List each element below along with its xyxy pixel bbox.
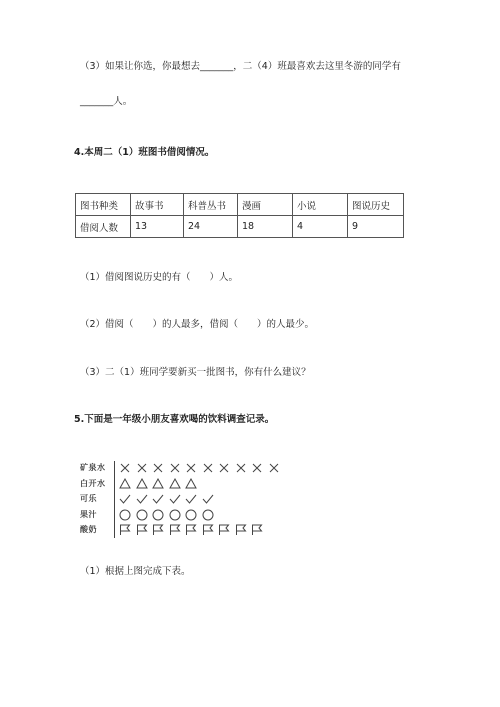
pictograph-row bbox=[80, 461, 300, 475]
circle-icon bbox=[118, 508, 132, 522]
flag-icon bbox=[168, 523, 182, 537]
cross-icon bbox=[250, 461, 264, 475]
flag-icon bbox=[135, 523, 149, 537]
cross-icon bbox=[217, 461, 231, 475]
pictograph-row bbox=[80, 523, 300, 537]
table-cell: 科普丛书 bbox=[184, 194, 238, 216]
triangle-icon bbox=[118, 477, 132, 491]
table-cell: 漫画 bbox=[238, 194, 293, 216]
circle-icon bbox=[135, 508, 149, 522]
flag-icon bbox=[151, 523, 165, 537]
table-cell: 故事书 bbox=[131, 194, 184, 216]
table-cell: 小说 bbox=[293, 194, 348, 216]
question-4-2: （2）借阅（ ）的人最多，借阅（ ）的人最少。 bbox=[80, 319, 315, 330]
cross-icon bbox=[135, 461, 149, 475]
table-cell: 图书种类 bbox=[76, 194, 131, 216]
table-row bbox=[76, 216, 404, 238]
check-icon bbox=[184, 492, 198, 506]
table-cell: 18 bbox=[238, 216, 293, 238]
check-icon bbox=[118, 492, 132, 506]
table-cell: 9 bbox=[348, 216, 404, 238]
cross-icon bbox=[151, 461, 165, 475]
pictograph-row-label: 白开水 bbox=[80, 478, 106, 488]
pictograph-row-label: 矿泉水 bbox=[80, 463, 106, 472]
triangle-icon bbox=[168, 477, 182, 491]
drink-pictograph bbox=[80, 461, 300, 541]
flag-icon bbox=[217, 523, 231, 537]
table-cell: 图说历史 bbox=[348, 194, 404, 216]
flag-icon bbox=[118, 523, 132, 537]
flag-icon bbox=[250, 523, 264, 537]
question-4-3-line2: _______人。 bbox=[80, 96, 133, 107]
flag-icon bbox=[201, 523, 215, 537]
pictograph-row-label: 果汁 bbox=[80, 509, 97, 519]
flag-icon bbox=[234, 523, 248, 537]
pictograph-row bbox=[80, 477, 300, 491]
circle-icon bbox=[201, 508, 215, 522]
pictograph-row bbox=[80, 508, 300, 522]
flag-icon bbox=[184, 523, 198, 537]
borrow-table bbox=[75, 193, 404, 238]
circle-icon bbox=[151, 508, 165, 522]
table-cell: 24 bbox=[184, 216, 238, 238]
question-4-1: （1）借阅图说历史的有（ ）人。 bbox=[80, 272, 239, 283]
question-5-1: （1）根据上图完成下表。 bbox=[80, 566, 191, 577]
pictograph-row bbox=[80, 492, 300, 506]
triangle-icon bbox=[184, 477, 198, 491]
check-icon bbox=[135, 492, 149, 506]
question-4-3: （3）二（1）班同学要新买一批图书，你有什么建议？ bbox=[80, 367, 311, 378]
circle-icon bbox=[168, 508, 182, 522]
check-icon bbox=[151, 492, 165, 506]
check-icon bbox=[201, 492, 215, 506]
triangle-icon bbox=[151, 477, 165, 491]
triangle-icon bbox=[135, 477, 149, 491]
table-cell: 借阅人数 bbox=[76, 216, 131, 238]
table-cell: 4 bbox=[293, 216, 348, 238]
cross-icon bbox=[267, 461, 281, 475]
question-4-3-line1: （3）如果让你选，你最想去_______，二（4）班最喜欢去这里冬游的同学有 bbox=[80, 61, 401, 72]
cross-icon bbox=[234, 461, 248, 475]
cross-icon bbox=[168, 461, 182, 475]
cross-icon bbox=[118, 461, 132, 475]
circle-icon bbox=[184, 508, 198, 522]
table-row bbox=[76, 194, 404, 216]
table-cell: 13 bbox=[131, 216, 184, 238]
question-4-title: 4.本周二（1）班图书借阅情况。 bbox=[74, 147, 215, 158]
check-icon bbox=[168, 492, 182, 506]
question-5-title: 5.下面是一年级小朋友喜欢喝的饮料调查记录。 bbox=[74, 414, 275, 425]
cross-icon bbox=[201, 461, 215, 475]
pictograph-row-label: 酸奶 bbox=[80, 525, 97, 534]
pictograph-row-label: 可乐 bbox=[80, 494, 97, 503]
cross-icon bbox=[184, 461, 198, 475]
